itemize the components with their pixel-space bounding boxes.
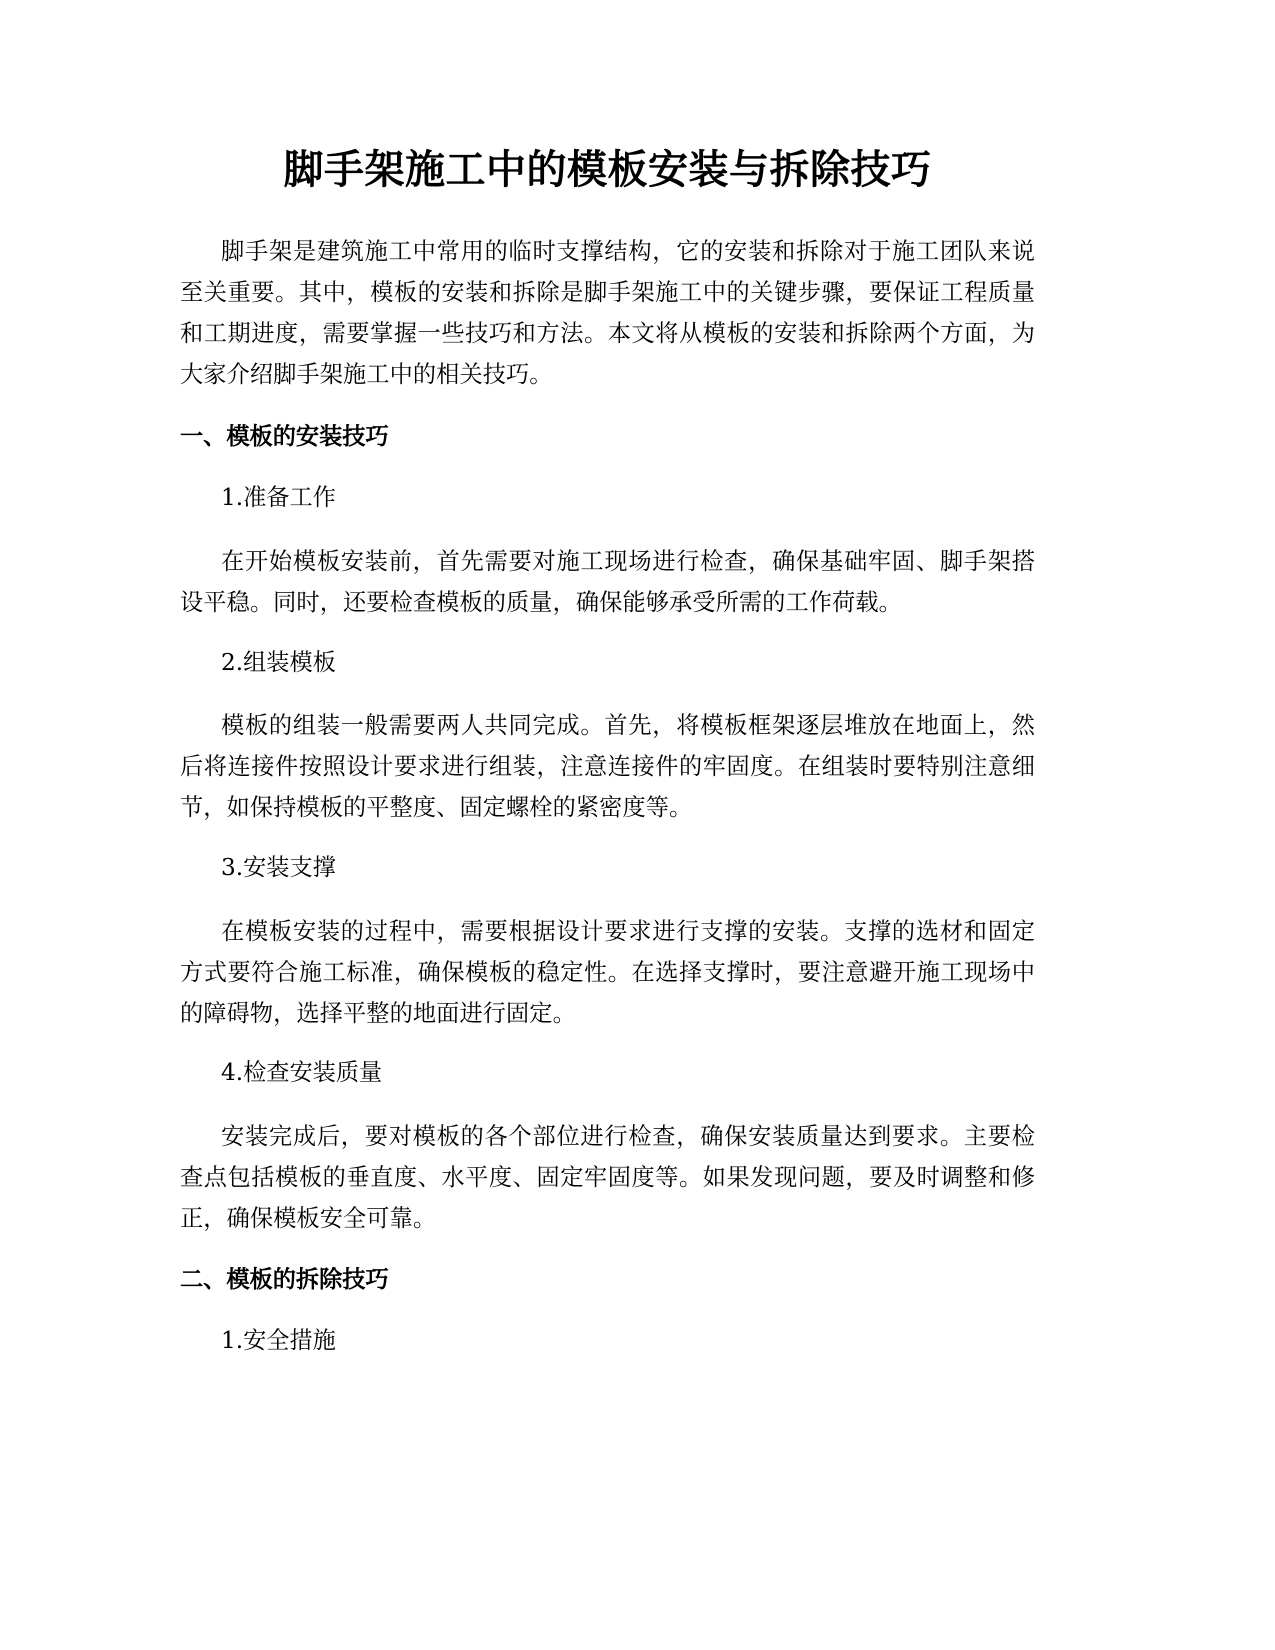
- document-title: 脚手架施工中的模板安装与拆除技巧: [283, 147, 932, 193]
- subheading-assembly: 2.组装模板: [221, 649, 336, 676]
- paragraph-assembly: 模板的组装一般需要两人共同完成。首先，将模板框架逐层堆放在地面上，然后将连接件按照设计要求进行组装，注意连接件的牢固度。在组装时要特别注意细节，如保持模板的平整度、固定螺栓的紧密度等。: [180, 712, 1035, 821]
- paragraph-preparation: 在开始模板安装前，首先需要对施工现场进行检查，确保基础牢固、脚手架搭设平稳。同时，还要检查模板的质量，确保能够承受所需的工作荷载。: [180, 548, 1035, 616]
- paragraph-supports: 在模板安装的过程中，需要根据设计要求进行支撑的安装。支撑的选材和固定方式要符合施工标准，确保模板的稳定性。在选择支撑时，要注意避开施工现场中的障碍物，选择平整的地面进行固定。: [180, 918, 1035, 1027]
- section-heading-removal: 二、模板的拆除技巧: [180, 1266, 389, 1293]
- paragraph-quality-check: 安装完成后，要对模板的各个部位进行检查，确保安装质量达到要求。主要检查点包括模板的垂直度、水平度、固定牢固度等。如果发现问题，要及时调整和修正，确保模板安全可靠。: [180, 1123, 1035, 1232]
- intro-paragraph: 脚手架是建筑施工中常用的临时支撑结构，它的安装和拆除对于施工团队来说至关重要。其中，模板的安装和拆除是脚手架施工中的关键步骤，要保证工程质量和工期进度，需要掌握一些技巧和方法。本文将从模板的安装和拆除两个方面，为大家介绍脚手架施工中的相关技巧。: [180, 238, 1035, 388]
- subheading-quality-check: 4.检查安装质量: [221, 1059, 383, 1086]
- section-heading-installation: 一、模板的安装技巧: [180, 423, 389, 450]
- subheading-preparation: 1.准备工作: [221, 484, 336, 511]
- subheading-safety: 1.安全措施: [221, 1327, 336, 1354]
- document-page: [180, 0, 1035, 1650]
- subheading-supports: 3.安装支撑: [221, 854, 336, 881]
